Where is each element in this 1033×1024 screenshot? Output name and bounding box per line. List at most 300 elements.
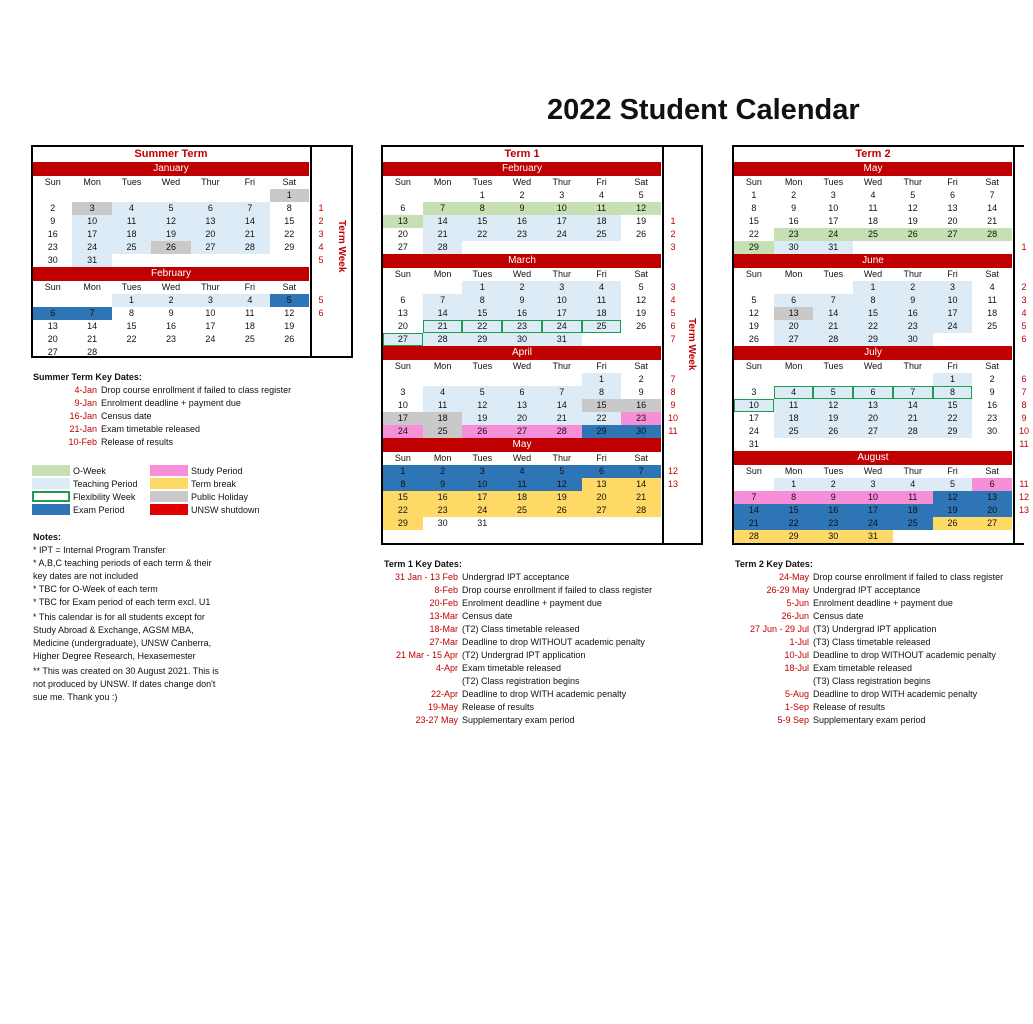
key-date-date: 1-Jul — [789, 637, 809, 647]
day-cell: 29 — [462, 333, 502, 346]
day-cell: 14 — [423, 215, 463, 228]
day-cell: 14 — [987, 203, 998, 213]
legend-item — [150, 490, 248, 503]
key-date-row — [735, 649, 1003, 662]
day-cell: 12 — [748, 308, 759, 318]
day-cell: 22 — [748, 229, 759, 239]
day-cell: 12 — [542, 478, 582, 491]
key-date-row — [735, 636, 1003, 649]
week-row — [33, 294, 309, 307]
day-cell: 7 — [893, 386, 933, 399]
day-name: Tues — [823, 466, 844, 476]
day-cell: 24 — [813, 228, 853, 241]
day-cell: 3 — [933, 281, 973, 294]
key-date-date: 27 Jun - 29 Jul — [749, 624, 809, 634]
day-name: Fri — [244, 177, 256, 187]
term-box — [381, 145, 703, 545]
day-cell: 11 — [987, 295, 997, 305]
day-name: Wed — [161, 177, 181, 187]
day-cell: 21 — [734, 517, 774, 530]
key-date-row — [735, 571, 1003, 584]
day-cell: 20 — [397, 321, 408, 331]
key-date-row — [384, 701, 652, 714]
day-cell — [542, 373, 582, 386]
day-cell: 9 — [989, 387, 995, 397]
day-cell: 23 — [423, 504, 463, 517]
week-row — [383, 425, 661, 438]
day-cell: 13 — [502, 399, 542, 412]
key-date-date: 4-Jan — [74, 385, 97, 395]
day-cell: 10 — [397, 400, 408, 410]
day-cell: 14 — [893, 399, 933, 412]
key-dates-heading: Term 1 Key Dates: — [384, 559, 462, 569]
day-of-week-row — [734, 268, 1012, 281]
day-cell: 17 — [383, 412, 423, 425]
term-box — [31, 145, 353, 358]
day-cell: 25 — [853, 228, 893, 241]
key-date-date: 8-Feb — [434, 585, 458, 595]
day-cell: 11 — [423, 399, 463, 412]
week-row — [33, 346, 309, 359]
term-week-number: 12 — [667, 466, 678, 476]
day-cell: 11 — [774, 399, 814, 412]
day-name: Wed — [863, 466, 883, 476]
day-cell: 25 — [893, 517, 933, 530]
note-line: sue me. Thank you :) — [33, 692, 118, 702]
day-cell — [423, 189, 463, 202]
month-header: March — [383, 254, 661, 268]
day-cell: 12 — [284, 308, 295, 318]
day-cell: 13 — [853, 399, 893, 412]
day-cell: 27 — [582, 504, 622, 517]
term-week-number: 6 — [1021, 374, 1027, 384]
day-cell: 17 — [853, 504, 893, 517]
day-cell: 5 — [751, 295, 757, 305]
day-of-week-row — [734, 176, 1012, 189]
day-cell: 16 — [423, 491, 463, 504]
day-cell: 4 — [423, 386, 463, 399]
day-name: Sun — [745, 466, 762, 476]
month-header: February — [33, 267, 309, 281]
week-row — [734, 399, 1012, 412]
month-header: August — [734, 451, 1012, 465]
day-cell: 19 — [284, 321, 295, 331]
key-date-event: Drop course enrollment if failed to class register — [813, 572, 1004, 582]
day-cell — [502, 517, 542, 530]
key-date-event: (T3) Undergrad IPT application — [813, 624, 937, 634]
day-cell: 29 — [383, 517, 423, 530]
day-cell — [270, 346, 309, 359]
term-box — [732, 145, 1029, 545]
key-date-event: Enrolment deadline + payment due — [462, 598, 602, 608]
day-cell — [734, 373, 774, 386]
note-line: Medicine (undergraduate), UNSW Canberra, — [33, 638, 212, 648]
day-name: Thur — [201, 282, 220, 292]
day-cell — [582, 333, 622, 346]
day-cell: 3 — [751, 387, 757, 397]
week-row — [734, 373, 1012, 386]
day-name: Thur — [903, 269, 922, 279]
day-cell: 3 — [853, 478, 893, 491]
week-row — [734, 530, 1012, 543]
day-cell: 5 — [638, 190, 644, 200]
day-cell: 4 — [893, 478, 933, 491]
week-row — [734, 307, 1012, 320]
day-cell — [112, 254, 151, 267]
day-cell — [383, 189, 423, 202]
day-cell: 21 — [423, 320, 463, 333]
day-of-week-row — [33, 281, 309, 294]
day-cell: 16 — [47, 229, 58, 239]
day-cell: 5 — [542, 465, 582, 478]
day-name: Thur — [552, 453, 571, 463]
day-cell: 24 — [933, 320, 973, 333]
key-date-date: 10-Jul — [784, 650, 809, 660]
key-date-event: Exam timetable released — [813, 663, 913, 673]
key-date-date: 5-Jun — [786, 598, 809, 608]
day-cell: 22 — [774, 517, 814, 530]
day-cell: 20 — [502, 412, 542, 425]
week-row — [33, 189, 309, 202]
day-cell: 26 — [636, 229, 647, 239]
week-row — [383, 294, 661, 307]
day-name: Tues — [472, 361, 493, 371]
day-cell: 28 — [893, 425, 933, 438]
week-row — [33, 254, 309, 267]
key-date-event: Exam timetable released — [101, 424, 201, 434]
legend-label: Teaching Period — [73, 478, 138, 489]
day-cell: 4 — [870, 190, 876, 200]
day-name: Sun — [745, 177, 762, 187]
day-name: Sat — [985, 361, 999, 371]
day-cell: 13 — [383, 215, 423, 228]
legend-swatch — [32, 491, 70, 502]
day-name: Fri — [947, 361, 958, 371]
term-week-number — [312, 333, 330, 346]
day-name: Fri — [596, 177, 607, 187]
term-week-number: 4 — [318, 242, 324, 252]
day-cell: 20 — [397, 229, 408, 239]
week-row — [383, 215, 661, 228]
day-name: Mon — [784, 466, 803, 476]
day-cell: 8 — [462, 294, 502, 307]
key-date-event: Undergrad IPT acceptance — [813, 585, 921, 595]
day-cell: 5 — [462, 386, 502, 399]
day-cell: 2 — [519, 190, 525, 200]
term-title: Term 2 — [855, 148, 891, 160]
day-cell: 2 — [791, 190, 797, 200]
day-name: Sun — [745, 269, 762, 279]
term-week-number: 8 — [670, 387, 676, 397]
day-cell — [191, 346, 230, 359]
key-date-date: 10-Feb — [68, 437, 97, 447]
note-line: * TBC for Exam period of each term excl. U1 — [33, 597, 211, 607]
day-cell: 27 — [853, 425, 893, 438]
week-row — [33, 320, 309, 333]
legend-item — [32, 503, 125, 516]
legend-swatch — [150, 478, 188, 489]
day-cell: 7 — [621, 465, 661, 478]
day-cell: 16 — [893, 307, 933, 320]
day-cell — [853, 241, 893, 254]
term-week-number: 12 — [1018, 492, 1029, 502]
day-cell: 5 — [813, 386, 853, 399]
day-cell: 17 — [933, 307, 973, 320]
day-cell: 3 — [542, 281, 582, 294]
day-cell: 14 — [87, 321, 98, 331]
week-row — [383, 478, 661, 491]
day-cell: 24 — [462, 504, 502, 517]
day-cell — [893, 373, 933, 386]
day-cell: 21 — [813, 320, 853, 333]
day-cell: 15 — [462, 307, 502, 320]
key-dates-heading: Term 2 Key Dates: — [735, 559, 813, 569]
term-week-number: 9 — [1021, 413, 1027, 423]
day-cell: 27 — [191, 241, 230, 254]
day-cell: 27 — [502, 425, 542, 438]
term-week-number: 11 — [1019, 479, 1029, 489]
day-cell: 26 — [151, 241, 190, 254]
day-name: Sat — [985, 177, 999, 187]
day-cell — [621, 241, 661, 254]
key-date-event: Supplementary exam period — [462, 715, 575, 725]
day-cell: 18 — [244, 321, 255, 331]
day-cell: 5 — [270, 294, 309, 307]
key-date-row — [33, 384, 291, 397]
day-of-week-row — [33, 176, 309, 189]
day-cell: 28 — [423, 241, 463, 254]
week-row — [383, 517, 661, 530]
term-week-number: 6 — [1021, 334, 1027, 344]
day-cell — [230, 189, 269, 202]
day-cell: 24 — [542, 228, 582, 241]
day-cell: 30 — [987, 426, 998, 436]
week-row — [383, 504, 661, 517]
week-row — [734, 228, 1012, 241]
day-cell: 1 — [774, 478, 814, 491]
day-cell — [813, 373, 853, 386]
legend-swatch — [32, 504, 70, 515]
week-row — [734, 320, 1012, 333]
day-cell: 28 — [734, 530, 774, 543]
day-name: Sat — [282, 177, 296, 187]
day-name: Thur — [903, 361, 922, 371]
term-title: Term 1 — [504, 148, 540, 160]
day-name: Thur — [552, 177, 571, 187]
day-cell: 13 — [191, 215, 230, 228]
note-line: * IPT = Internal Program Transfer — [33, 545, 166, 555]
week-row — [734, 517, 1012, 530]
key-date-row — [735, 688, 1003, 701]
day-cell: 20 — [191, 228, 230, 241]
day-cell: 31 — [542, 333, 582, 346]
term-week-number: 4 — [670, 295, 676, 305]
day-name: Sun — [394, 177, 411, 187]
day-name: Sat — [282, 282, 296, 292]
day-cell: 4 — [112, 202, 151, 215]
key-date-date: 26-29 May — [766, 585, 809, 595]
day-cell: 15 — [853, 307, 893, 320]
day-cell: 22 — [933, 412, 973, 425]
day-cell: 10 — [72, 215, 111, 228]
day-cell: 4 — [598, 190, 604, 200]
day-cell: 4 — [989, 282, 995, 292]
day-cell: 16 — [813, 504, 853, 517]
month-header: June — [734, 254, 1012, 268]
note-line: * This calendar is for all students except for — [33, 612, 205, 622]
month-header: April — [383, 346, 661, 360]
week-row — [383, 386, 661, 399]
term-week-number — [664, 504, 682, 517]
day-cell: 21 — [87, 334, 98, 344]
day-cell: 14 — [813, 307, 853, 320]
key-date-date: 24-May — [778, 572, 809, 582]
day-cell: 28 — [230, 241, 269, 254]
day-cell: 13 — [582, 478, 622, 491]
day-cell — [933, 333, 973, 346]
day-name: Mon — [83, 282, 101, 292]
day-name: Fri — [947, 466, 958, 476]
day-name: Sat — [985, 269, 999, 279]
day-cell — [813, 281, 853, 294]
day-name: Fri — [596, 269, 607, 279]
key-date-event: Deadline to drop WITHOUT academic penalty — [462, 637, 645, 647]
day-cell: 14 — [734, 504, 774, 517]
day-cell: 9 — [50, 216, 56, 226]
day-cell: 25 — [244, 334, 255, 344]
day-cell: 30 — [502, 333, 542, 346]
day-cell: 20 — [972, 504, 1012, 517]
week-row — [734, 202, 1012, 215]
week-row — [383, 241, 661, 254]
day-cell: 16 — [621, 399, 661, 412]
day-cell — [542, 517, 582, 530]
day-cell: 11 — [502, 478, 542, 491]
term-week-number: 7 — [670, 334, 676, 344]
key-date-event: (T2) Class registration begins — [462, 676, 580, 686]
day-cell — [774, 281, 814, 294]
day-cell: 13 — [947, 203, 958, 213]
legend-label: Public Holiday — [191, 491, 249, 502]
legend-item — [32, 490, 135, 503]
day-cell: 3 — [72, 202, 111, 215]
day-name: Tues — [121, 177, 142, 187]
key-date-date: 13-Mar — [429, 611, 458, 621]
key-date-row — [384, 610, 652, 623]
term-week-number — [312, 189, 330, 202]
day-cell: 19 — [813, 412, 853, 425]
key-date-event: Release of results — [462, 702, 535, 712]
day-cell: 22 — [853, 320, 893, 333]
day-name: Tues — [823, 269, 844, 279]
key-date-event: Census date — [813, 611, 864, 621]
key-date-date — [735, 675, 813, 688]
day-cell: 9 — [423, 478, 463, 491]
day-cell: 6 — [949, 190, 955, 200]
day-cell: 16 — [502, 215, 542, 228]
day-cell: 23 — [621, 412, 661, 425]
day-cell: 20 — [853, 412, 893, 425]
week-row — [383, 373, 661, 386]
day-name: Thur — [903, 466, 922, 476]
page-title: 2022 Student Calendar — [547, 94, 860, 126]
day-cell: 1 — [462, 281, 502, 294]
day-cell: 10 — [462, 478, 502, 491]
week-row — [734, 438, 1012, 451]
day-cell: 19 — [151, 228, 190, 241]
day-cell: 13 — [774, 307, 814, 320]
key-date-date: 19-May — [427, 702, 458, 712]
term-week-number: 4 — [1021, 308, 1027, 318]
day-cell: 6 — [774, 294, 814, 307]
day-cell — [933, 438, 973, 451]
day-cell: 23 — [165, 334, 176, 344]
day-cell: 22 — [462, 320, 502, 333]
day-cell: 21 — [230, 228, 269, 241]
day-cell — [972, 333, 1012, 346]
day-cell: 1 — [933, 373, 973, 386]
day-cell: 27 — [774, 333, 814, 346]
month-header: July — [734, 346, 1012, 360]
note-line: * TBC for O-Week of each term — [33, 584, 158, 594]
day-cell: 28 — [542, 425, 582, 438]
day-cell: 12 — [907, 203, 918, 213]
day-name: Wed — [863, 177, 883, 187]
day-cell: 30 — [621, 425, 661, 438]
day-cell: 30 — [813, 530, 853, 543]
term-week-number: 5 — [670, 308, 676, 318]
day-cell: 2 — [893, 281, 933, 294]
day-name: Mon — [83, 177, 101, 187]
term-week-number: 1 — [670, 216, 676, 226]
day-name: Sun — [394, 361, 411, 371]
term-week-number: 13 — [1018, 505, 1029, 515]
day-cell: 11 — [893, 491, 933, 504]
day-name: Fri — [947, 177, 958, 187]
key-date-row — [735, 714, 1003, 727]
legend-label: O-Week — [73, 465, 106, 476]
week-row — [383, 399, 661, 412]
week-number-column — [1015, 147, 1033, 543]
day-cell: 15 — [126, 321, 137, 331]
key-dates-section — [735, 558, 1003, 727]
week-row — [734, 412, 1012, 425]
day-cell: 18 — [112, 228, 151, 241]
term-week-number: 1 — [1021, 242, 1027, 252]
term-week-number — [1015, 530, 1033, 543]
day-cell: 25 — [774, 425, 814, 438]
day-cell: 2 — [151, 294, 190, 307]
day-cell: 23 — [893, 320, 933, 333]
day-cell: 25 — [582, 228, 622, 241]
key-date-date: 22-Apr — [430, 689, 458, 699]
day-of-week-row — [734, 360, 1012, 373]
key-date-date: 26-Jun — [781, 611, 809, 621]
day-name: Thur — [903, 177, 922, 187]
day-cell: 25 — [112, 241, 151, 254]
day-cell: 28 — [423, 333, 463, 346]
key-date-row — [735, 675, 1003, 688]
key-date-event: Drop course enrollment if failed to class register — [101, 385, 292, 395]
week-row — [734, 333, 1012, 346]
day-cell: 30 — [437, 518, 448, 528]
day-cell: 17 — [462, 491, 502, 504]
day-cell: 7 — [230, 202, 269, 215]
day-cell: 7 — [72, 307, 111, 320]
term-week-number: 3 — [318, 229, 324, 239]
day-cell: 25 — [502, 504, 542, 517]
day-name: Wed — [512, 361, 532, 371]
